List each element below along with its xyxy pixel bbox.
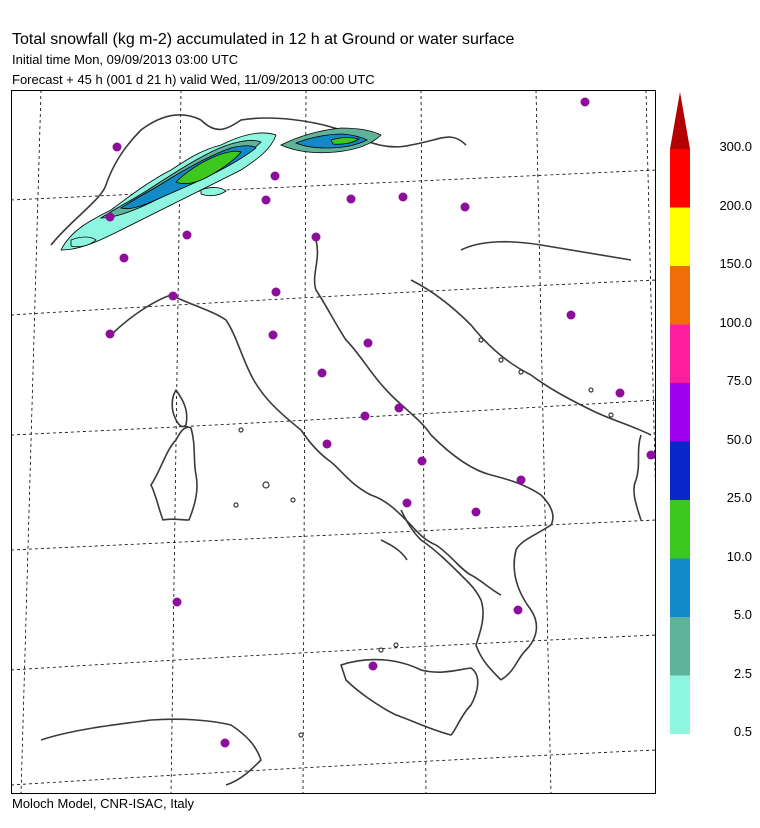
station-marker: [347, 195, 356, 204]
station-marker: [418, 457, 427, 466]
station-marker: [106, 330, 115, 339]
station-marker: [369, 662, 378, 671]
station-marker: [364, 339, 373, 348]
model-credit: Moloch Model, CNR-ISAC, Italy: [12, 796, 195, 811]
legend-label: 10.0: [726, 548, 752, 564]
station-marker: [272, 288, 281, 297]
initial-time: Initial time Mon, 09/09/2013 03:00 UTC: [12, 52, 239, 67]
legend-label: 200.0: [719, 197, 752, 213]
station-marker: [106, 213, 115, 222]
forecast-valid-time: Forecast + 45 h (001 d 21 h) valid Wed, 11/09/2013 00:00 UTC: [12, 72, 375, 87]
station-marker: [616, 389, 625, 398]
station-marker: [517, 476, 526, 485]
legend-swatch: [670, 383, 690, 442]
station-marker: [461, 203, 470, 212]
legend-swatch: [670, 442, 690, 501]
legend-label: 75.0: [726, 373, 752, 388]
legend-swatch: [670, 325, 690, 384]
map-title: Total snowfall (kg m-2) accumulated in 12 h at Ground or water surface: [12, 31, 515, 48]
station-marker: [221, 739, 230, 748]
legend-arrow: [670, 92, 690, 149]
legend-label: 2.5: [733, 665, 752, 681]
legend-label: 300.0: [719, 139, 752, 154]
station-marker: [318, 369, 327, 378]
station-marker: [472, 508, 481, 517]
legend-swatch: [670, 500, 690, 559]
legend-swatch: [670, 208, 690, 267]
station-marker: [361, 412, 370, 421]
station-marker: [173, 598, 182, 607]
legend-label: 150.0: [719, 256, 752, 271]
station-marker: [581, 98, 590, 107]
legend-label: 25.0: [726, 490, 752, 505]
legend-label: 0.5: [733, 724, 752, 739]
legend-label: 50.0: [726, 431, 752, 447]
legend-swatch: [670, 559, 690, 618]
legend-swatch: [670, 149, 690, 208]
station-marker: [169, 292, 178, 301]
map-panel: [11, 90, 656, 794]
station-marker: [567, 311, 576, 320]
legend-label: 100.0: [719, 314, 752, 330]
station-marker: [403, 499, 412, 508]
station-marker: [395, 404, 404, 413]
station-marker: [120, 254, 129, 263]
legend-swatch: [670, 676, 690, 735]
station-marker: [312, 233, 321, 242]
station-marker: [514, 606, 523, 615]
station-marker: [113, 143, 122, 152]
station-marker: [399, 193, 408, 202]
station-marker: [271, 172, 280, 181]
station-marker: [269, 331, 278, 340]
station-marker: [262, 196, 271, 205]
legend-swatch: [670, 266, 690, 325]
legend-swatch: [670, 617, 690, 676]
color-legend: [670, 90, 700, 740]
legend-label: 5.0: [733, 607, 752, 622]
station-marker: [183, 231, 192, 240]
station-marker: [647, 451, 656, 460]
station-marker: [323, 440, 332, 449]
